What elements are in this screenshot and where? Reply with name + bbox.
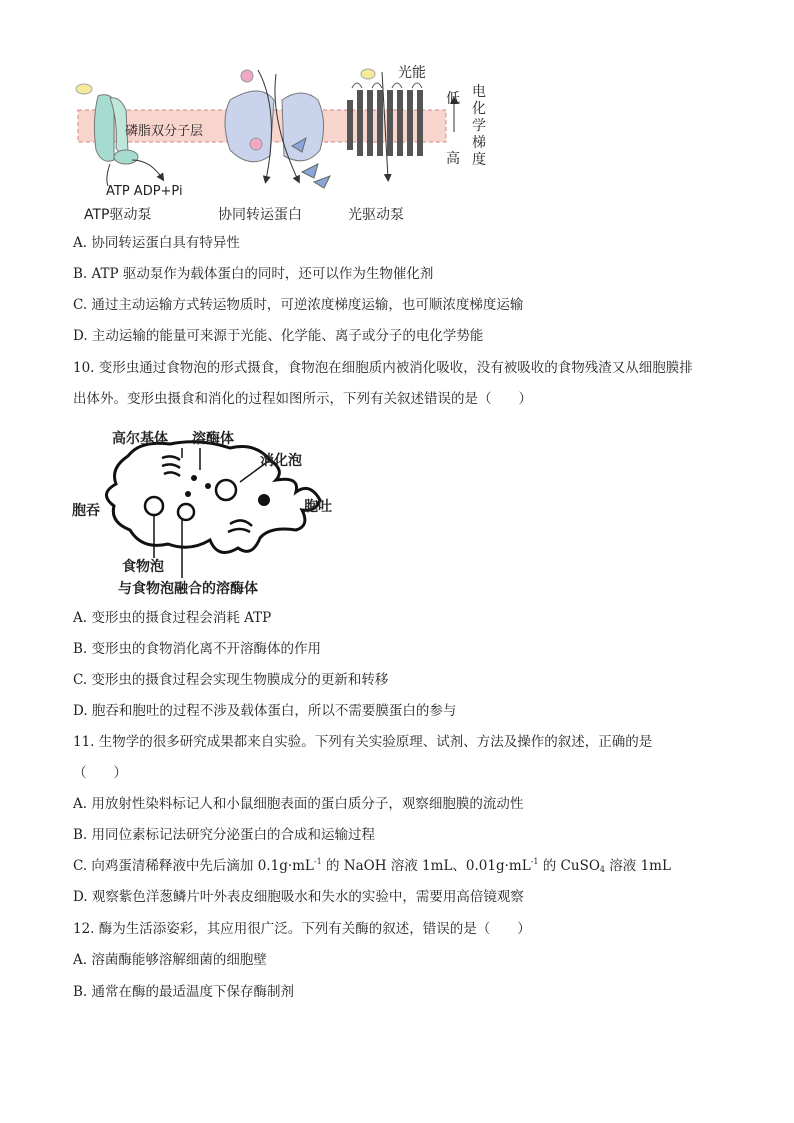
q10-option-a: A. 变形虫的摄食过程会消耗 ATP [73, 610, 272, 626]
q11-option-c [73, 857, 671, 875]
q10-option-b: B. 变形虫的食物消化离不开溶酶体的作用 [73, 641, 322, 657]
q11-stem-line1: 11. 生物学的很多研究成果都来自实验。下列有关实验原理、试剂、方法及操作的叙述，正确的是 [73, 734, 653, 750]
light-pump-label: 光驱动泵 [348, 207, 404, 223]
q11-option-d: D. 观察紫色洋葱鳞片叶外表皮细胞吸水和失水的实验中，需要用高倍镜观察 [73, 889, 524, 905]
light-label: 光能 [398, 65, 426, 81]
food-vacuole-label: 食物泡 [122, 559, 164, 575]
q9-option-d: D. 主动运输的能量可来源于光能、化学能、离子或分子的电化学势能 [73, 328, 484, 344]
q11-c-part4: 溶液 1mL [605, 858, 671, 874]
q11-option-b: B. 用同位素标记法研究分泌蛋白的合成和运输过程 [73, 827, 376, 843]
q11-stem-line2: （ ） [73, 765, 127, 781]
gradient-label: 电化学梯度 [472, 84, 486, 168]
phagocytosis-label: 胞吞 [72, 503, 100, 519]
q10-stem-line1: 10. 变形虫通过食物泡的形式摄食，食物泡在细胞质内被消化吸收，没有被吸收的食物残渣又从细胞膜排 [73, 360, 693, 376]
q11-c-sup1: -1 [313, 857, 322, 866]
q10-stem-line2: 出体外。变形虫摄食和消化的过程如图所示，下列有关叙述错误的是（ ） [73, 391, 532, 407]
golgi-label: 高尔基体 [112, 431, 168, 447]
atp-reaction-label: ATP ADP+Pi [106, 184, 183, 199]
digestive-vacuole-label: 消化泡 [260, 453, 302, 469]
q11-c-part2: 的 NaOH 溶液 1mL、0.01g·mL [321, 858, 531, 874]
membrane-label: 磷脂双分子层 [125, 124, 204, 139]
fused-lysosome-label: 与食物泡融合的溶酶体 [118, 581, 258, 597]
q12-option-b: B. 通常在酶的最适温度下保存酶制剂 [73, 984, 295, 1000]
q11-c-part3: 的 CuSO [538, 858, 600, 874]
q11-c-part1: C. 向鸡蛋清稀释液中先后滴加 0.1g·mL [73, 858, 314, 874]
q9-option-a: A. 协同转运蛋白具有特异性 [73, 235, 240, 251]
q10-option-d: D. 胞吞和胞吐的过程不涉及载体蛋白，所以不需要膜蛋白的参与 [73, 703, 457, 719]
q10-option-c: C. 变形虫的摄食过程会实现生物膜成分的更新和转移 [73, 672, 389, 688]
gradient-low-label: 低 [446, 91, 460, 107]
q12-option-a: A. 溶菌酶能够溶解细菌的细胞壁 [73, 952, 267, 968]
q11-c-sup2: -1 [530, 857, 539, 866]
transport-figure [70, 60, 510, 225]
q9-option-c: C. 通过主动运输方式转运物质时，可逆浓度梯度运输，也可顺浓度梯度运输 [73, 297, 524, 313]
q12-stem: 12. 酶为生活添姿彩，其应用很广泛。下列有关酶的叙述，错误的是（ ） [73, 921, 531, 937]
symporter-label: 协同转运蛋白 [218, 207, 302, 223]
q11-c-sub: 4 [599, 865, 605, 874]
q9-option-b: B. ATP 驱动泵作为载体蛋白的同时，还可以作为生物催化剂 [73, 266, 434, 282]
lysosome-label: 溶酶体 [192, 431, 234, 447]
atp-pump-label: ATP驱动泵 [84, 207, 152, 223]
gradient-high-label: 高 [446, 151, 460, 167]
q11-option-a: A. 用放射性染料标记人和小鼠细胞表面的蛋白质分子，观察细胞膜的流动性 [73, 796, 524, 812]
exocytosis-label: 胞吐 [304, 499, 332, 515]
